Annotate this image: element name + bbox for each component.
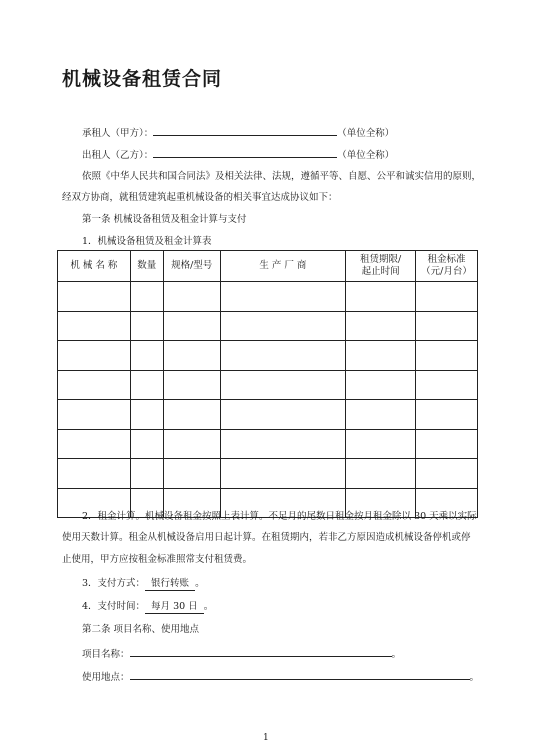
table-row — [58, 311, 478, 341]
project-name-end: 。 — [391, 649, 402, 660]
clause4-line — [82, 600, 213, 614]
table-cell[interactable] — [220, 459, 346, 489]
table-cell[interactable] — [163, 341, 220, 371]
table-cell[interactable] — [346, 400, 416, 430]
table-cell[interactable] — [416, 311, 478, 341]
table-cell[interactable] — [416, 282, 478, 312]
table-cell[interactable] — [220, 400, 346, 430]
project-name-label: 项目名称： — [82, 649, 130, 660]
table-cell[interactable] — [416, 400, 478, 430]
header-rental-period: 租赁期限/ 起止时间 — [346, 251, 416, 282]
table-cell[interactable] — [346, 341, 416, 371]
table-cell[interactable] — [58, 400, 131, 430]
header-quantity: 数量 — [130, 251, 163, 282]
contract-title: 机械设备租赁合同 — [62, 68, 223, 90]
lessee-line — [82, 147, 394, 162]
table-cell[interactable] — [163, 370, 220, 400]
clause2-line-3: 止使用，甲方应按租金标准照常支付租赁费。 — [62, 554, 253, 565]
table-cell[interactable] — [58, 311, 131, 341]
table-cell[interactable] — [58, 429, 131, 459]
table-caption: 1．机械设备租赁及租金计算表 — [82, 236, 212, 247]
lessee-label: 出租人（乙方）： — [82, 150, 154, 161]
table-cell[interactable] — [220, 282, 346, 312]
header-machine-name: 机 械 名 称 — [58, 251, 131, 282]
location-end: 。 — [469, 672, 480, 683]
table-cell[interactable] — [220, 429, 346, 459]
table-cell[interactable] — [163, 311, 220, 341]
lessor-field[interactable] — [153, 125, 337, 136]
table-row — [58, 370, 478, 400]
clause4-end: 。 — [203, 601, 214, 612]
table-cell[interactable] — [130, 459, 163, 489]
lessee-field[interactable] — [153, 147, 337, 158]
table-cell[interactable] — [130, 282, 163, 312]
table-cell[interactable] — [58, 341, 131, 371]
table-row — [58, 400, 478, 430]
payment-time-label: 4．支付时间： — [82, 601, 146, 612]
table-cell[interactable] — [163, 400, 220, 430]
table-cell[interactable] — [130, 400, 163, 430]
table-cell[interactable] — [163, 459, 220, 489]
table-row — [58, 341, 478, 371]
lessor-note: （单位全称） — [337, 128, 395, 139]
lessor-label: 承租人（甲方）： — [82, 128, 154, 139]
table-cell[interactable] — [346, 370, 416, 400]
table-cell[interactable] — [130, 311, 163, 341]
payment-method-field[interactable]: 银行转账 — [145, 577, 195, 591]
location-field[interactable] — [130, 669, 470, 680]
clause2-line-2: 使用天数计算。租金从机械设备启用日起计算。在租赁期内，若非乙方原因造成机械设备停机或停 — [62, 532, 471, 543]
table-row — [58, 459, 478, 489]
table-cell[interactable] — [130, 370, 163, 400]
header-manufacturer: 生 产 厂 商 — [220, 251, 346, 282]
table-cell[interactable] — [130, 429, 163, 459]
intro-line-1: 依照《中华人民共和国合同法》及相关法律、法规，遵循平等、自愿、公平和诚实信用的原则， — [82, 171, 482, 182]
table-cell[interactable] — [416, 370, 478, 400]
lessee-note: （单位全称） — [337, 150, 395, 161]
clause3-end: 。 — [195, 578, 205, 589]
table-row — [58, 429, 478, 459]
table-cell[interactable] — [130, 341, 163, 371]
table-cell[interactable] — [416, 429, 478, 459]
table-cell[interactable] — [163, 282, 220, 312]
table-cell[interactable] — [58, 459, 131, 489]
table-row — [58, 282, 478, 312]
table-cell[interactable] — [163, 429, 220, 459]
table-cell[interactable] — [416, 341, 478, 371]
article2-heading: 第二条 项目名称、使用地点 — [82, 624, 200, 635]
header-rent-rate: 租金标准 （元/月台） — [416, 251, 478, 282]
location-label: 使用地点： — [82, 672, 130, 683]
table-cell[interactable] — [220, 341, 346, 371]
payment-time-field[interactable]: 每月 30 日 — [145, 600, 204, 614]
page-number: 1 — [263, 733, 269, 743]
table-cell[interactable] — [346, 429, 416, 459]
location-line — [82, 669, 479, 684]
clause2-line-1: 2．租金计算。机械设备租金按照上表计算。不足月的尾数日租金按月租金除以 30 天乘以实际 — [82, 511, 477, 522]
table-cell[interactable] — [346, 282, 416, 312]
table-cell[interactable] — [220, 311, 346, 341]
table-cell[interactable] — [346, 311, 416, 341]
lessor-line — [82, 125, 394, 140]
table-cell[interactable] — [416, 459, 478, 489]
table-header-row — [58, 251, 478, 282]
rental-table — [57, 250, 478, 518]
table-cell[interactable] — [346, 459, 416, 489]
clause3-line — [82, 577, 205, 591]
table-cell[interactable] — [220, 370, 346, 400]
article1-heading: 第一条 机械设备租赁及租金计算与支付 — [82, 214, 247, 225]
table-cell[interactable] — [58, 370, 131, 400]
project-name-field[interactable] — [130, 646, 392, 657]
table-cell[interactable] — [58, 282, 131, 312]
intro-line-2: 经双方协商，就租赁建筑起重机械设备的相关事宜达成协议如下： — [62, 192, 338, 203]
project-name-line — [82, 646, 401, 661]
header-spec: 规格/型号 — [163, 251, 220, 282]
payment-method-label: 3．支付方式： — [82, 578, 146, 589]
